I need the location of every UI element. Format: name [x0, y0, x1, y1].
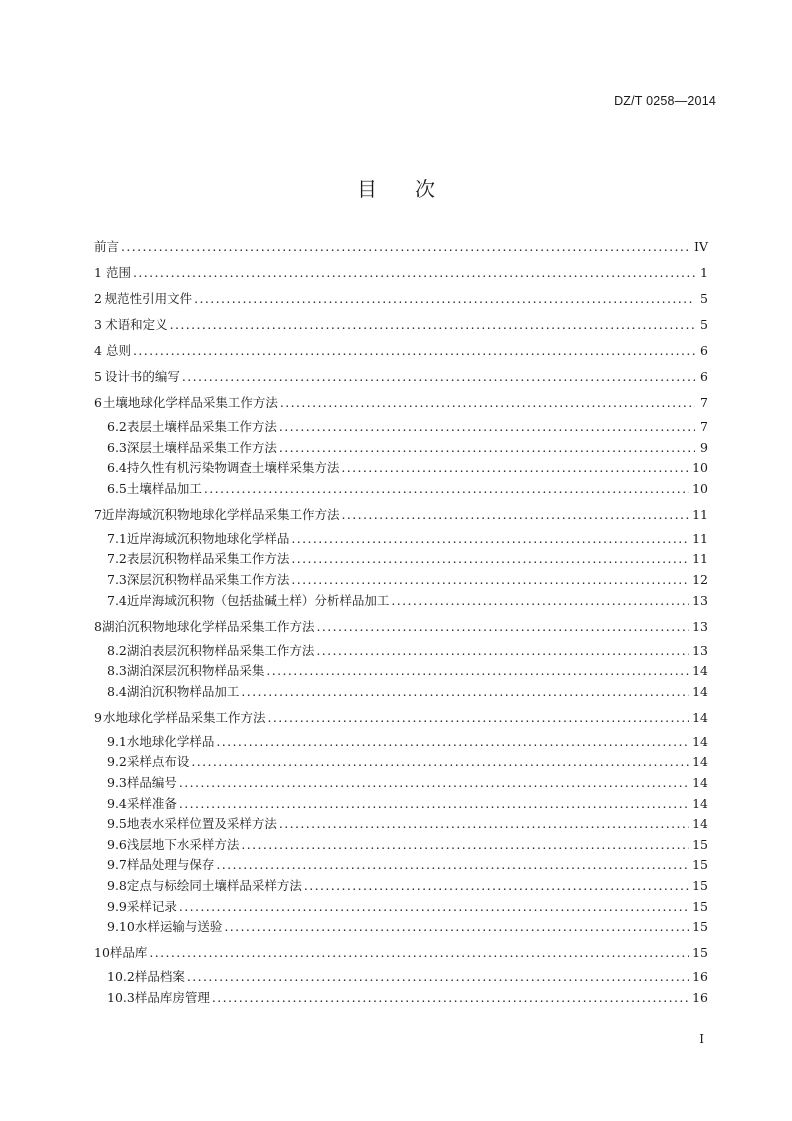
toc-entry-number: 7.1: [107, 530, 127, 546]
toc-entry-number: 10.3: [107, 989, 135, 1005]
toc-entry-page: 5: [700, 317, 708, 332]
toc-entry-page: 14: [692, 733, 708, 749]
toc-entry-title: 湖泊表层沉积物样品采集工作方法: [126, 642, 315, 658]
dot-leader: [191, 753, 689, 771]
toc-entry-page: 14: [692, 795, 708, 811]
toc-entry[interactable]: [107, 795, 708, 813]
dot-leader: [216, 856, 689, 874]
toc-entry-number: 6.3: [107, 439, 127, 455]
document-number: DZ/T 0258—2014: [614, 94, 716, 108]
toc-entry-number: 7.2: [107, 551, 127, 567]
dot-leader: [133, 342, 695, 360]
toc-entry[interactable]: [107, 592, 708, 610]
toc-entry-title: 近岸海域沉积物地球化学样品采集工作方法: [101, 506, 340, 522]
toc-entry-title: 湖泊深层沉积物样品采集: [126, 663, 265, 679]
dot-leader: [280, 394, 695, 412]
toc-entry[interactable]: [94, 394, 708, 412]
toc-entry-page: 7: [700, 395, 708, 410]
toc-entry-number: 8.4: [107, 683, 127, 699]
toc-entry-page: 5: [700, 291, 708, 306]
dot-leader: [291, 550, 689, 568]
toc-entry-title: 近岸海域沉积物（包括盐碱土样）分析样品加工: [126, 592, 390, 608]
toc-entry-page: 15: [692, 945, 708, 961]
toc-entry-number: 9.2: [107, 754, 127, 770]
toc-entry-number: 7: [94, 506, 102, 522]
toc-entry-page: 14: [692, 816, 708, 832]
toc-entry[interactable]: [107, 753, 708, 771]
toc-entry-page: 6: [700, 343, 708, 358]
dot-leader: [279, 815, 689, 833]
toc-entry-page: 16: [692, 969, 708, 985]
toc-entry[interactable]: [107, 571, 708, 589]
toc-entry-number: 6.2: [107, 419, 127, 434]
toc-entry[interactable]: [107, 530, 708, 548]
dot-leader: [241, 836, 689, 854]
toc-entry-number: 9.7: [107, 857, 127, 873]
toc-entry-page: 14: [692, 663, 708, 679]
dot-leader: [304, 877, 689, 895]
toc-entry-number: 9.3: [107, 775, 127, 790]
toc-entry-title: 总则: [105, 343, 131, 358]
toc-entry-number: 8.3: [107, 663, 127, 679]
toc-entry[interactable]: [107, 662, 708, 680]
page-number: I: [699, 1032, 704, 1046]
toc-entry-page: 13: [692, 592, 708, 608]
toc-entry-page: 12: [692, 572, 708, 587]
toc-entry-title: 定点与标绘同土壤样品采样方法: [126, 878, 302, 893]
toc-entry-title: 设计书的编写: [104, 369, 180, 384]
toc-entry-title: 采样记录: [126, 898, 177, 914]
toc-entry-number: 7.4: [107, 592, 127, 608]
dot-leader: [216, 733, 689, 751]
toc-entry[interactable]: [107, 877, 708, 895]
dot-leader: [266, 662, 689, 680]
toc-entry-title: 前言: [94, 239, 120, 254]
toc-entry-number: 3: [94, 317, 102, 332]
toc-entry[interactable]: [107, 989, 708, 1007]
toc-entry-page: 11: [692, 551, 708, 567]
toc-entry-title: 表层沉积物样品采集工作方法: [126, 551, 290, 567]
toc-entry-page: 10: [692, 460, 708, 476]
toc-entry[interactable]: [107, 480, 708, 498]
toc-entry[interactable]: [94, 368, 708, 386]
toc-entry-page: 14: [692, 709, 708, 725]
toc-entry[interactable]: [94, 290, 708, 308]
toc-entry-number: 5: [94, 369, 102, 384]
toc-entry-page: 7: [700, 419, 708, 434]
toc-entry-title: 样品档案: [134, 969, 185, 985]
dot-leader: [279, 439, 695, 457]
toc-entry-page: 6: [700, 369, 708, 384]
dot-leader: [149, 944, 689, 962]
toc-entry-title: 土壤样品加工: [126, 480, 202, 496]
toc-entry[interactable]: [94, 506, 708, 524]
toc-entry-page: 16: [692, 989, 708, 1005]
toc-entry-title: 采样点布设: [126, 754, 190, 770]
toc-entry-number: 1: [94, 265, 102, 280]
dot-leader: [179, 898, 689, 916]
dot-leader: [182, 368, 695, 386]
dot-leader: [291, 571, 689, 589]
toc-entry-page: 15: [692, 836, 708, 852]
toc-entry-title: 样品库房管理: [134, 989, 210, 1005]
dot-leader: [341, 459, 689, 477]
dot-leader: [187, 968, 689, 986]
toc-entry-number: 6.5: [107, 480, 127, 496]
dot-leader: [170, 316, 695, 334]
toc-entry-page: 13: [692, 642, 708, 658]
toc-entry[interactable]: [94, 238, 708, 256]
toc-entry[interactable]: [107, 968, 708, 986]
toc-entry[interactable]: [107, 774, 708, 792]
toc-entry-title: 样品处理与保存: [126, 857, 215, 873]
toc-entry-page: 1: [700, 265, 708, 280]
toc-entry-page: 15: [692, 857, 708, 873]
toc-entry[interactable]: [107, 418, 708, 436]
toc-entry[interactable]: [107, 815, 708, 833]
dot-leader: [194, 290, 695, 308]
toc-entry-title: 术语和定义: [105, 317, 168, 332]
dot-leader: [291, 530, 689, 548]
toc-entry[interactable]: [107, 683, 708, 701]
dot-leader: [341, 506, 689, 524]
toc-entry[interactable]: [107, 856, 708, 874]
toc-entry[interactable]: [107, 550, 708, 568]
toc-entry-title: 样品编号: [126, 775, 177, 790]
toc-entry-page: 9: [700, 439, 708, 455]
toc-entry[interactable]: [107, 918, 708, 936]
toc-entry-title: 持久性有机污染物调查土壤样采集方法: [126, 460, 340, 476]
toc-entry-title: 深层土壤样品采集工作方法: [126, 439, 277, 455]
toc-entry-number: 10: [94, 945, 110, 961]
toc-entry-number: 2: [94, 291, 102, 306]
toc-entry[interactable]: [94, 709, 708, 727]
dot-leader: [241, 683, 689, 701]
toc-entry-number: 8: [94, 618, 102, 634]
dot-leader: [391, 592, 689, 610]
toc-entry-page: 14: [692, 775, 708, 790]
dot-leader: [279, 418, 695, 436]
toc-entry[interactable]: [107, 836, 708, 854]
toc-entry-number: 9: [94, 709, 102, 725]
toc-entry-number: 9.6: [107, 836, 127, 852]
dot-leader: [179, 774, 689, 792]
toc-entry-page: 10: [692, 480, 708, 496]
dot-leader: [133, 264, 695, 282]
toc-entry-number: 9.9: [107, 898, 127, 914]
toc-entry-number: 10.2: [107, 969, 135, 985]
toc-entry-title: 采样准备: [126, 795, 177, 811]
toc-entry-title: 土壤地球化学样品采集工作方法: [102, 395, 278, 410]
dot-leader: [212, 989, 689, 1007]
toc-entry-title: 范围: [105, 265, 131, 280]
toc-entry-title: 水样运输与送验: [134, 919, 223, 935]
toc-entry-title: 深层沉积物样品采集工作方法: [126, 572, 290, 587]
toc-entry-page: 15: [692, 898, 708, 914]
toc-entry[interactable]: [94, 944, 708, 962]
dot-leader: [267, 709, 689, 727]
toc-entry[interactable]: [107, 642, 708, 660]
toc-entry-title: 浅层地下水采样方法: [126, 836, 240, 852]
toc-entry-title: 表层土壤样品采集工作方法: [126, 419, 277, 434]
toc-entry-number: 9.1: [107, 733, 127, 749]
toc-entry[interactable]: [94, 342, 708, 360]
toc-entry[interactable]: [107, 439, 708, 457]
toc-entry-number: 7.3: [107, 572, 127, 587]
toc-entry-title: 水地球化学样品: [126, 733, 215, 749]
toc-entry-title: 地表水采样位置及采样方法: [126, 816, 277, 832]
toc-entry-page: 14: [692, 683, 708, 699]
dot-leader: [179, 795, 689, 813]
toc-entry[interactable]: [94, 618, 708, 636]
toc-entry-number: 4: [94, 343, 102, 358]
dot-leader: [121, 238, 691, 256]
dot-leader: [316, 642, 689, 660]
dot-leader: [224, 918, 689, 936]
toc-entry-title: 水地球化学样品采集工作方法: [102, 709, 266, 725]
toc-entry-title: 湖泊沉积物样品加工: [126, 683, 240, 699]
toc-entry-number: 9.5: [107, 816, 127, 832]
toc-entry-page: 15: [692, 878, 708, 893]
toc-entry-title: 样品库: [109, 945, 148, 961]
toc-entry-number: 6: [94, 395, 102, 410]
toc-entry-page: 15: [692, 919, 708, 935]
toc-entry-page: 11: [692, 506, 708, 522]
toc-entry-title: 湖泊沉积物地球化学样品采集工作方法: [101, 618, 315, 634]
toc-entry[interactable]: [107, 733, 708, 751]
toc-entry-page: 14: [692, 754, 708, 770]
toc-entry-number: 8.2: [107, 642, 127, 658]
toc-entry[interactable]: [107, 898, 708, 916]
toc-entry-title: 规范性引用文件: [104, 291, 193, 306]
toc-entry-number: 9.10: [107, 919, 135, 935]
toc-entry-page: 13: [692, 618, 708, 634]
dot-leader: [316, 618, 689, 636]
toc-entry-title: 近岸海域沉积物地球化学样品: [126, 530, 290, 546]
page-title: 目次: [357, 177, 473, 201]
toc-entry[interactable]: [94, 316, 708, 334]
toc-entry-number: 9.8: [107, 878, 127, 893]
toc-entry-number: 6.4: [107, 460, 127, 476]
toc-entry-page: 11: [692, 530, 708, 546]
dot-leader: [204, 480, 689, 498]
toc-entry-page: IV: [694, 239, 708, 254]
toc-entry[interactable]: [94, 264, 708, 282]
toc-entry-number: 9.4: [107, 795, 127, 811]
toc-entry[interactable]: [107, 459, 708, 477]
